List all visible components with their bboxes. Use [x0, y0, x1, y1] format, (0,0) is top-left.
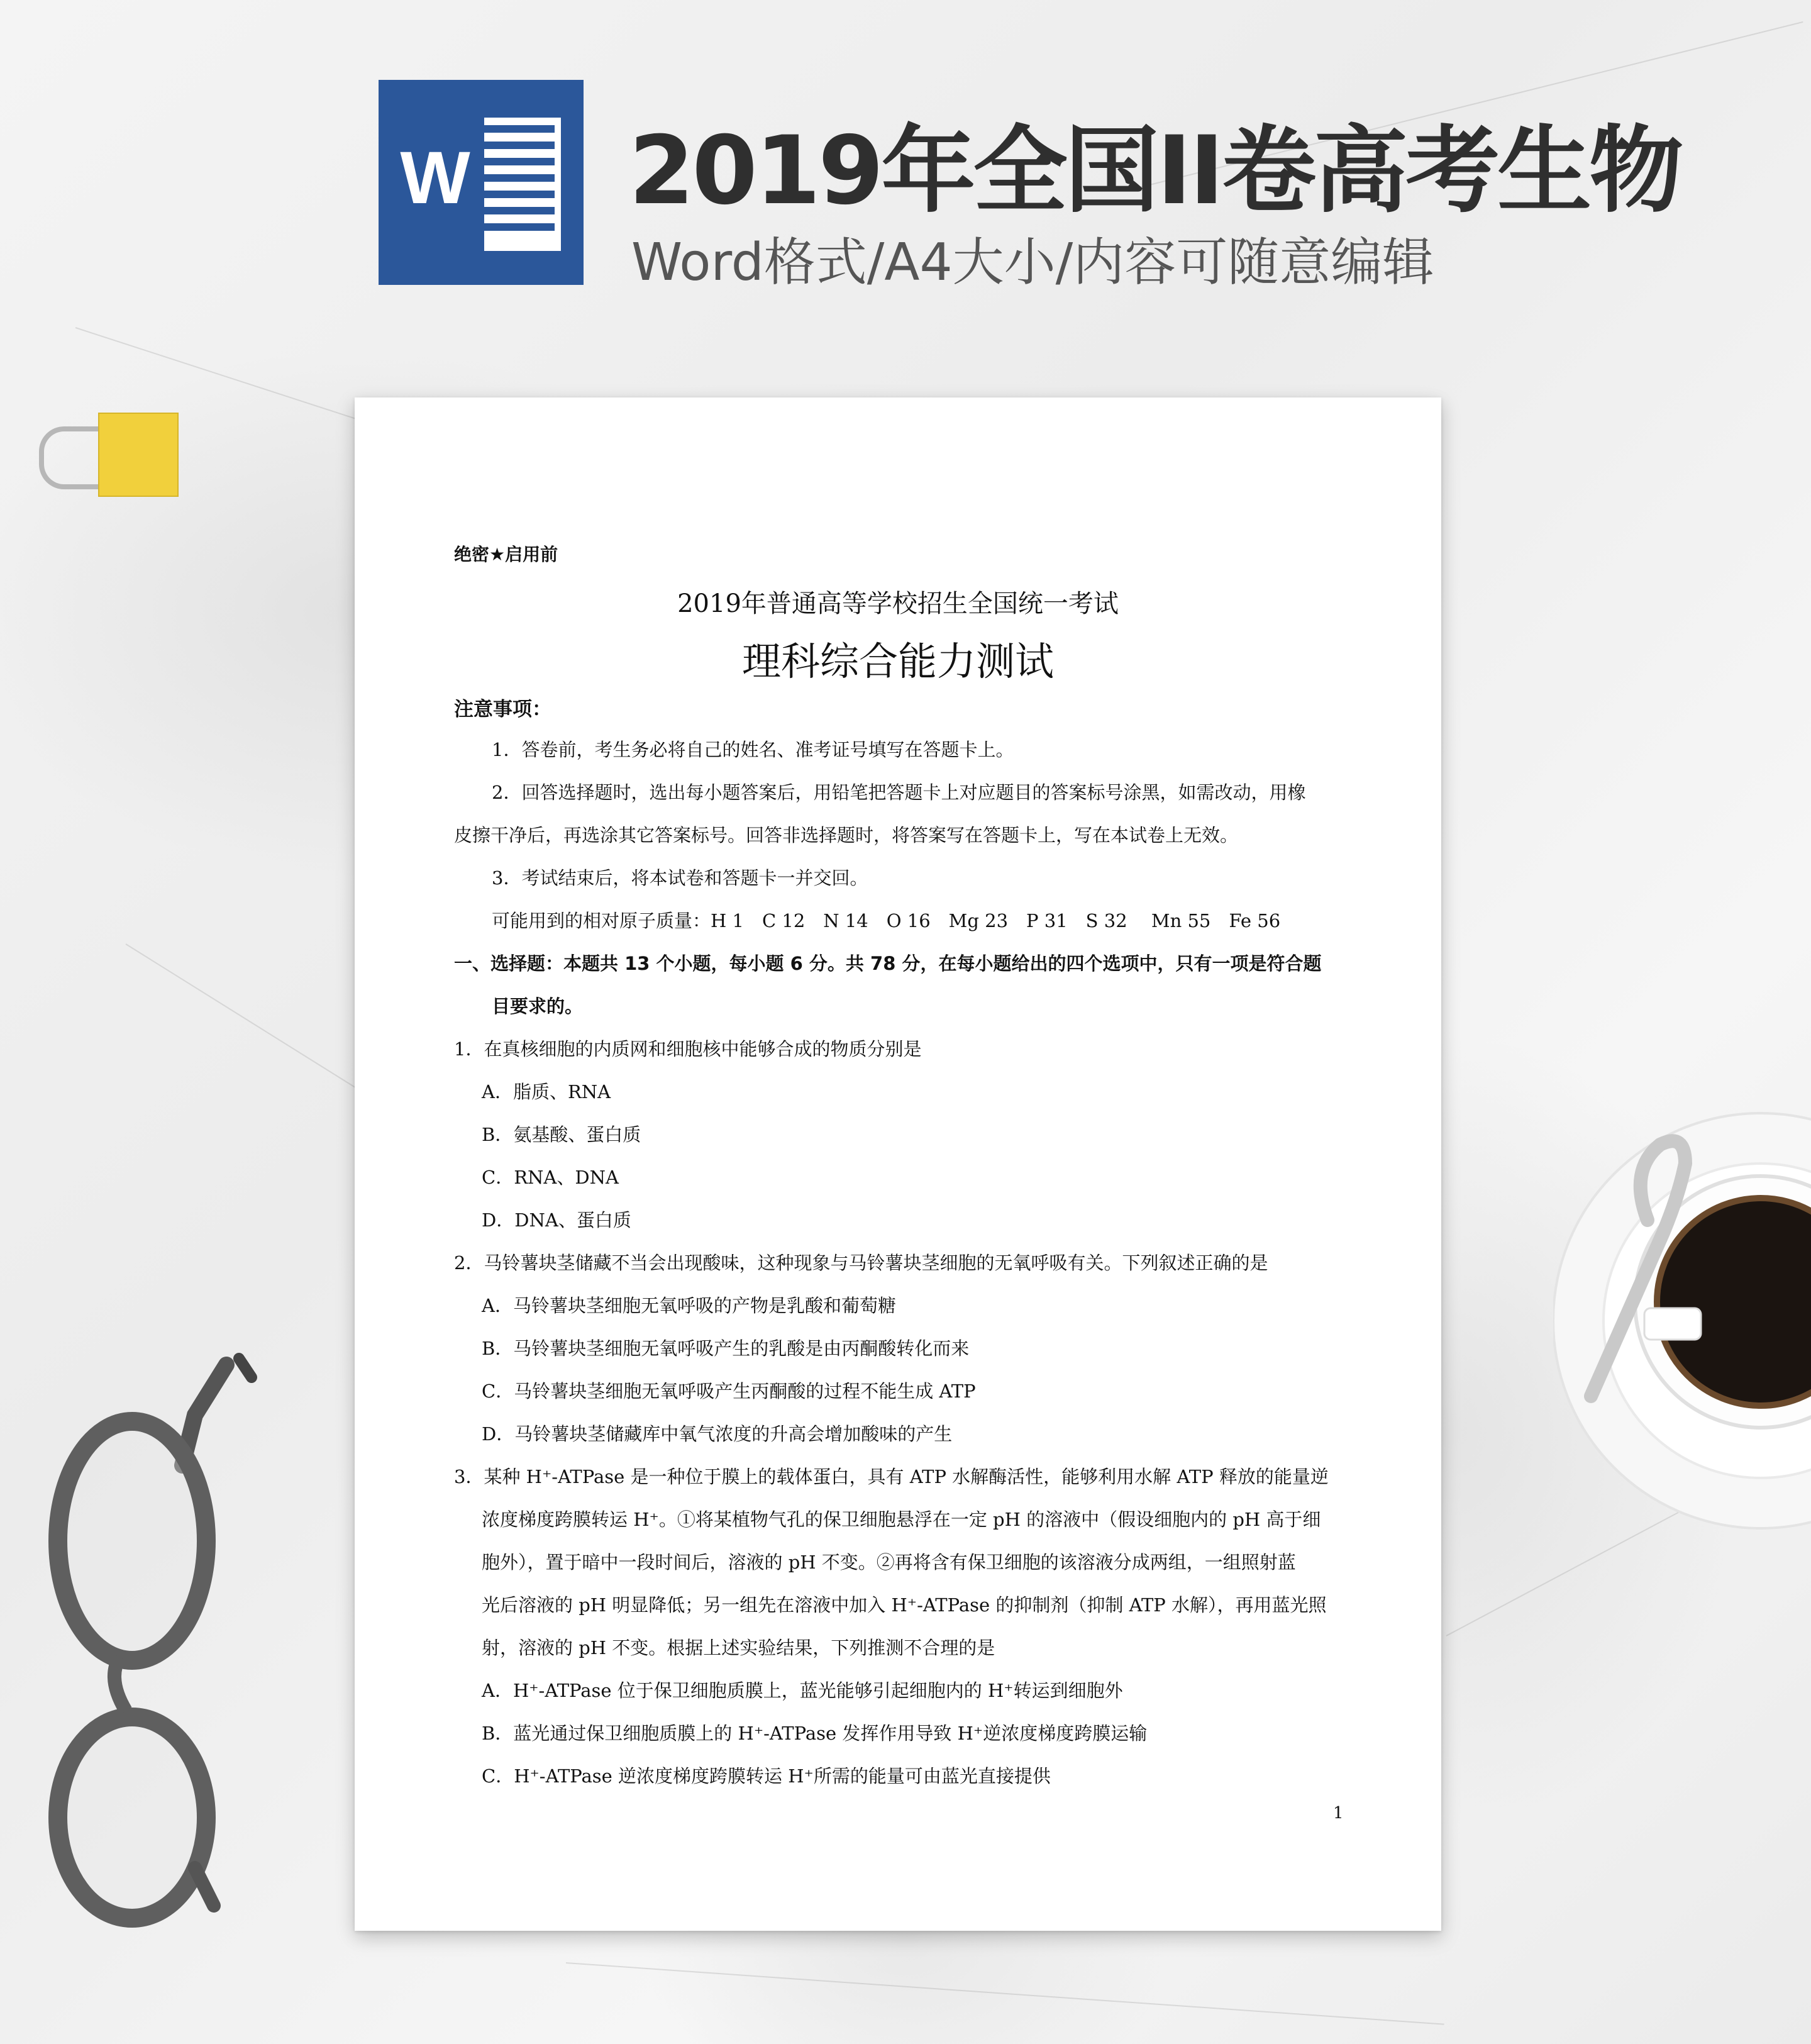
q2-option-d: D．马铃薯块茎储藏库中氧气浓度的升高会增加酸味的产生	[482, 1423, 953, 1445]
page-number: 1	[1333, 1804, 1344, 1823]
q2-option-b: B．马铃薯块茎细胞无氧呼吸产生的乳酸是由丙酮酸转化而来	[482, 1338, 970, 1359]
q1-option-a: A．脂质、RNA	[482, 1081, 611, 1103]
note-2: 2．回答选择题时，选出每小题答案后，用铅笔把答题卡上对应题目的答案标号涂黑，如需改动，用橡	[492, 782, 1306, 803]
q1-option-b: B．氨基酸、蛋白质	[482, 1124, 641, 1145]
note-2-cont: 皮擦干净后，再选涂其它答案标号。回答非选择题时，将答案写在答题卡上，写在本试卷上无效。	[454, 825, 1239, 846]
question-3-cont-1: 浓度梯度跨膜转运 H⁺。①将某植物气孔的保卫细胞悬浮在一定 pH 的溶液中（假设细胞内的 pH 高于细	[482, 1509, 1321, 1530]
note-3: 3．考试结束后，将本试卷和答题卡一并交回。	[492, 867, 868, 889]
binder-clip-icon	[35, 409, 148, 497]
confidential-mark: 绝密★启用前	[454, 544, 558, 565]
subject-title: 理科综合能力测试	[741, 638, 1054, 684]
marble-vein	[566, 1962, 1444, 2025]
section-heading: 一、选择题：本题共 13 个小题，每小题 6 分。共 78 分，在每小题给出的四个选项中，只有一项是符合题	[454, 953, 1322, 974]
page-title: 2019年全国II卷高考生物	[629, 116, 1681, 226]
word-letter: W	[400, 136, 470, 219]
question-3-cont-3: 光后溶液的 pH 明显降低；另一组先在溶液中加入 H⁺-ATPase 的抑制剂（抑制 ATP 水解），再用蓝光照	[482, 1594, 1327, 1616]
question-3: 3．某种 H⁺-ATPase 是一种位于膜上的载体蛋白，具有 ATP 水解酶活性，能够利用水解 ATP 释放的能量逆	[454, 1466, 1329, 1487]
q3-option-b: B．蓝光通过保卫细胞质膜上的 H⁺-ATPase 发挥作用导致 H⁺逆浓度梯度跨膜运输	[482, 1723, 1148, 1744]
q2-option-a: A．马铃薯块茎细胞无氧呼吸的产物是乳酸和葡萄糖	[482, 1295, 896, 1316]
q1-option-d: D．DNA、蛋白质	[482, 1209, 631, 1231]
question-1: 1．在真核细胞的内质网和细胞核中能够合成的物质分别是	[454, 1038, 922, 1060]
question-2: 2．马铃薯块茎储藏不当会出现酸味，这种现象与马铃薯块茎细胞的无氧呼吸有关。下列叙述正确的是	[454, 1252, 1268, 1274]
q2-option-c: C．马铃薯块茎细胞无氧呼吸产生丙酮酸的过程不能生成 ATP	[482, 1380, 976, 1402]
question-3-cont-4: 射，溶液的 pH 不变。根据上述实验结果，下列推测不合理的是	[482, 1637, 995, 1658]
notes-heading: 注意事项：	[454, 698, 551, 721]
question-3-cont-2: 胞外），置于暗中一段时间后，溶液的 pH 不变。②再将含有保卫细胞的该溶液分成两组，一组照射蓝	[482, 1552, 1296, 1573]
glasses-icon	[38, 1340, 277, 1931]
word-lines-shape	[484, 125, 555, 240]
q3-option-a: A．H⁺-ATPase 位于保卫细胞质膜上，蓝光能够引起细胞内的 H⁺转运到细胞外	[482, 1680, 1123, 1701]
exam-name: 2019年普通高等学校招生全国统一考试	[677, 589, 1119, 618]
section-heading-cont: 目要求的。	[492, 996, 584, 1017]
word-icon	[379, 80, 584, 285]
atomic-masses: 可能用到的相对原子质量：H 1 C 12 N 14 O 16 Mg 23 P 31 S 32 Mn 55 Fe 56	[492, 910, 1281, 931]
q1-option-c: C．RNA、DNA	[482, 1167, 619, 1188]
document-page	[355, 397, 1441, 1931]
coffee-cup-icon	[1553, 1094, 1811, 1535]
q3-option-c: C．H⁺-ATPase 逆浓度梯度跨膜转运 H⁺所需的能量可由蓝光直接提供	[482, 1765, 1051, 1787]
document-content	[355, 397, 1441, 1931]
page-subtitle: Word格式/A4大小/内容可随意编辑	[631, 233, 1434, 292]
note-1: 1．答卷前，考生务必将自己的姓名、准考证号填写在答题卡上。	[492, 739, 1014, 760]
